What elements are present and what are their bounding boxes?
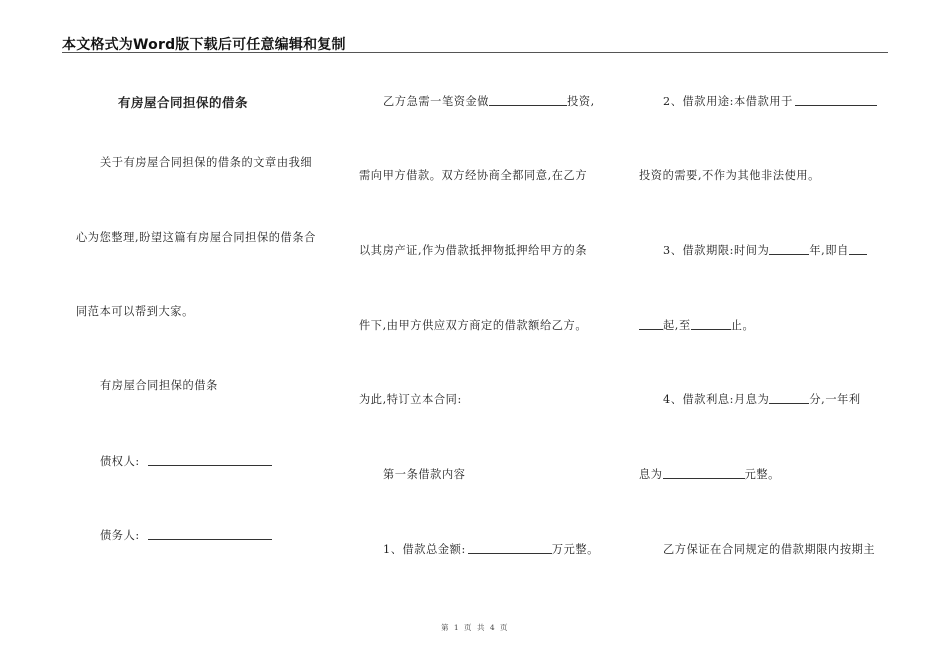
col3-line-5 <box>663 391 861 407</box>
term-end-text: 止。 <box>730 319 755 332</box>
interest-rate-blank <box>769 392 809 404</box>
col2-line-4: 件下,由甲方供应双方商定的借款额给乙方。 <box>359 319 588 332</box>
creditor-label: 债权人: <box>100 455 140 468</box>
header-text: 本文格式为Word版下载后可任意编辑和复制 <box>62 37 346 53</box>
investment-blank <box>489 94 567 106</box>
term-years-text: 年,即自 <box>809 244 849 257</box>
creditor-blank <box>148 454 272 466</box>
term-start-blank-a <box>849 243 867 255</box>
col2-line-5: 为此,特订立本合同: <box>359 393 462 406</box>
total-amount-label: 1、借款总金额: <box>383 543 466 556</box>
term-label: 3、借款期限:时间为 <box>663 244 770 257</box>
col3-line-4 <box>639 317 754 333</box>
intro-line-1: 关于有房屋合同担保的借条的文章由我细 <box>100 156 313 169</box>
intro-line-2: 心为您整理,盼望这篇有房屋合同担保的借条合 <box>76 231 316 244</box>
interest-amount-label: 息为 <box>639 468 663 481</box>
total-amount-blank <box>468 542 552 554</box>
debtor-label: 债务人: <box>100 529 140 542</box>
col3-line-7: 乙方保证在合同规定的借款期限内按期主 <box>663 543 876 556</box>
creditor-line <box>100 453 272 469</box>
term-from-text: 起,至 <box>663 319 691 332</box>
total-amount-unit: 万元整。 <box>551 543 599 556</box>
term-end-blank <box>691 318 731 330</box>
col2-line-3: 以其房产证,作为借款抵押物抵押给甲方的条 <box>359 244 588 257</box>
interest-amount-blank <box>663 467 745 479</box>
col2-line-7 <box>383 541 599 557</box>
document-title: 有房屋合同担保的借条 <box>118 95 249 110</box>
term-start-blank-b <box>639 318 663 330</box>
section-heading: 第一条借款内容 <box>383 468 466 481</box>
page-number: 第 1 页 共 4 页 <box>441 623 509 632</box>
col2-line-2: 需向甲方借款。双方经协商全都同意,在乙方 <box>359 169 588 182</box>
debtor-blank <box>148 528 272 540</box>
col3-line-3 <box>663 242 867 258</box>
col2-line-1 <box>383 93 595 109</box>
interest-amount-unit: 元整。 <box>744 468 780 481</box>
purpose-blank <box>795 94 877 106</box>
term-years-blank <box>769 243 809 255</box>
col3-line-1 <box>663 93 877 109</box>
col2-line-1-text: 乙方急需一笔资金做 <box>383 95 490 108</box>
debtor-line <box>100 527 272 543</box>
intro-line-3: 同范本可以帮到大家。 <box>76 305 194 318</box>
page-header <box>62 30 888 53</box>
interest-label: 4、借款利息:月息为 <box>663 393 770 406</box>
interest-rate-text: 分,一年利 <box>809 393 861 406</box>
col3-line-2: 投资的需要,不作为其他非法使用。 <box>639 169 820 182</box>
col2-line-1-end: 投资, <box>567 95 595 108</box>
purpose-label: 2、借款用途:本借款用于 <box>663 95 793 108</box>
col3-line-6 <box>639 466 780 482</box>
subtitle: 有房屋合同担保的借条 <box>100 379 218 392</box>
